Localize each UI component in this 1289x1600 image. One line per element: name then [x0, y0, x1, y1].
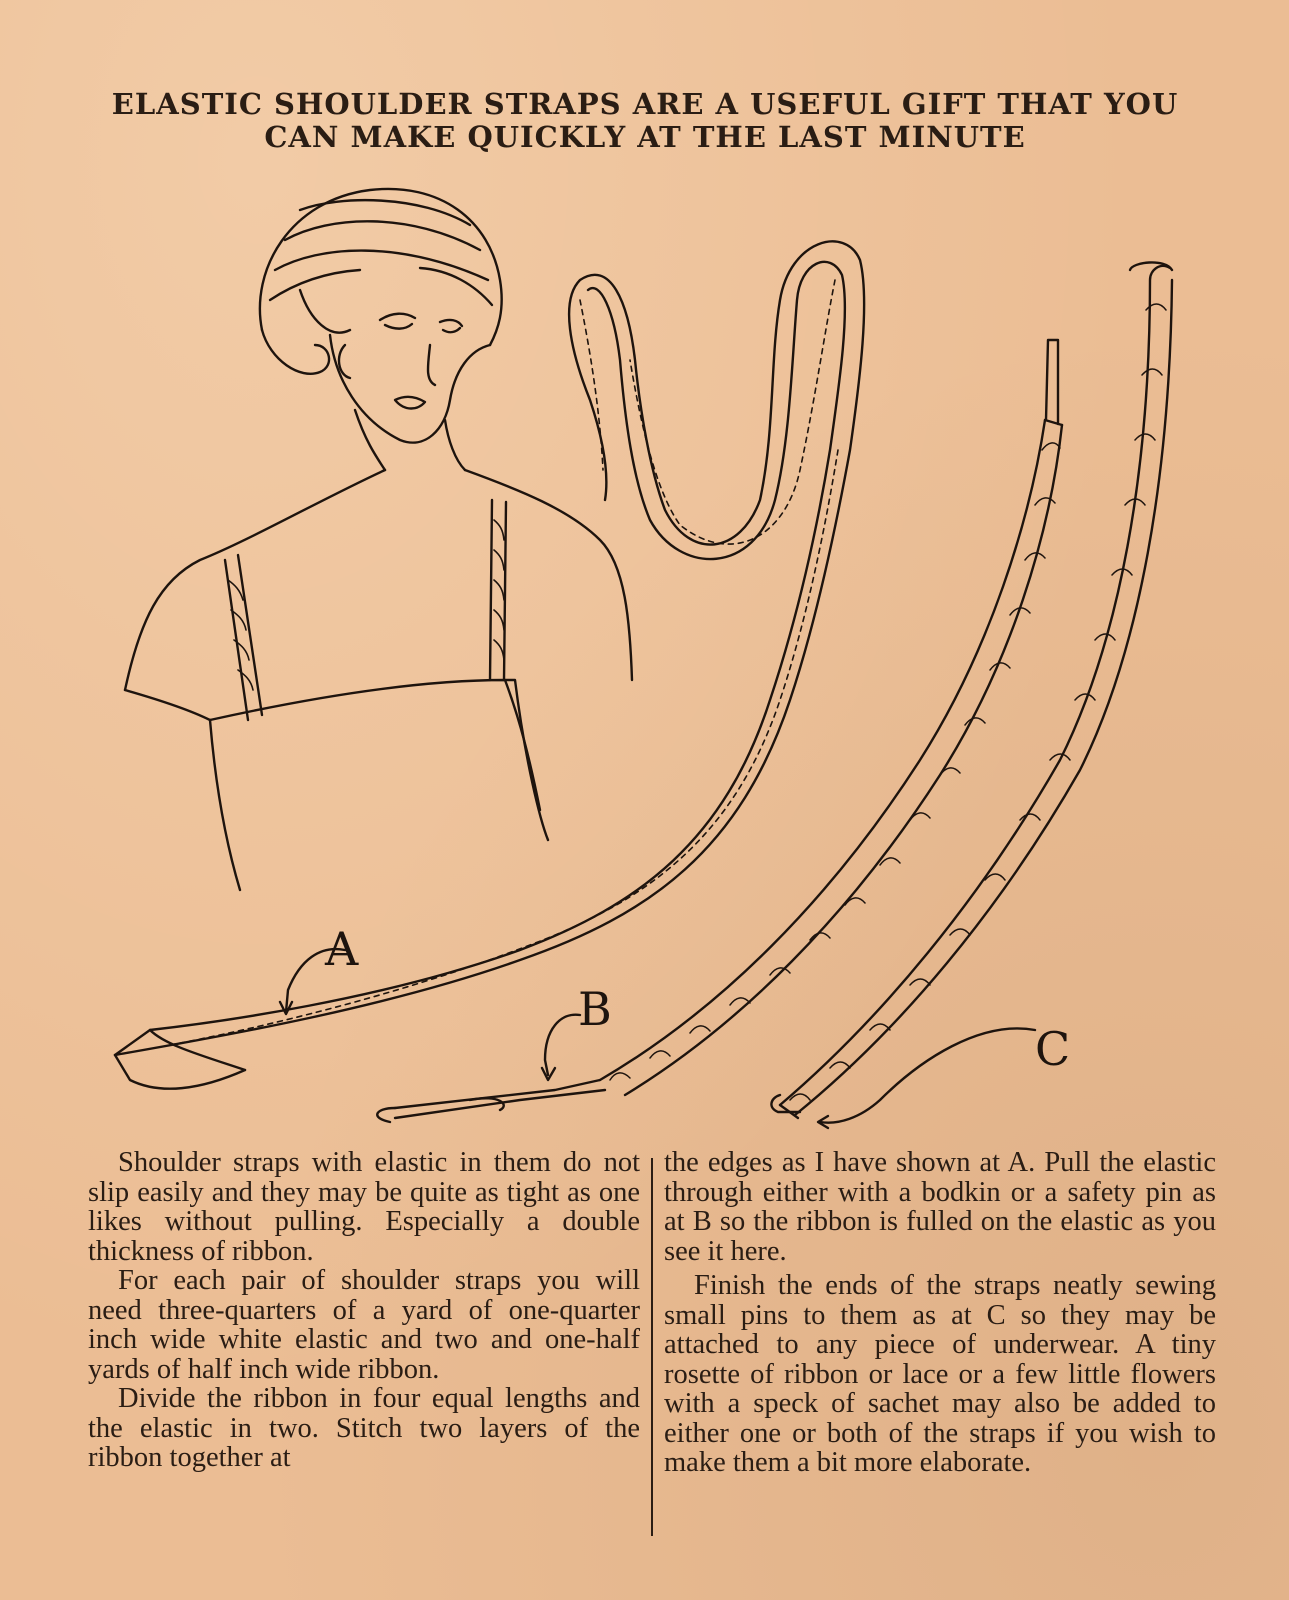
- label-b: B: [578, 982, 612, 1036]
- label-a: A: [325, 922, 359, 976]
- label-c-pointer: [818, 1022, 1070, 1128]
- safety-pin-icon: [377, 1080, 605, 1122]
- right-column: [664, 1148, 1216, 1478]
- left-paragraph-1: Shoulder straps with elastic in them do not slip easily and they may be quite as tight as one likes without pulling. Especially a double thickness of ribbon.: [88, 1147, 640, 1267]
- right-paragraph-1: the edges as I have shown at A. Pull the elastic through either with a bodkin or a safety pin as at B so the ribbon is fulled on the elastic as you see it here.: [664, 1147, 1216, 1267]
- strap-b: [377, 340, 1062, 1122]
- headline-line-1: ELASTIC SHOULDER STRAPS ARE A USEFUL GIFT THAT YOU: [111, 87, 1179, 121]
- headline-line-2: CAN MAKE QUICKLY AT THE LAST MINUTE: [264, 120, 1026, 154]
- left-paragraph-3: Divide the ribbon in four equal lengths and the elastic in two. Stitch two layers of the ribbon together at: [88, 1383, 640, 1473]
- headline: [60, 88, 1230, 154]
- shoulder-strap-illustration: [0, 170, 1289, 1160]
- left-paragraph-2: For each pair of shoulder straps you will need three-quarters of a yard of one-quarter inch wide white elastic and two and one-half yards of half inch wide ribbon.: [88, 1265, 640, 1385]
- left-column: [88, 1148, 640, 1473]
- face-outline: [330, 335, 490, 443]
- column-divider: [651, 1158, 653, 1536]
- label-a-pointer: [280, 922, 359, 1014]
- strap-c: [771, 262, 1172, 1118]
- hair-outline: [260, 189, 502, 345]
- woman-figure: [125, 189, 632, 890]
- label-b-pointer: [542, 982, 612, 1080]
- label-c: C: [1035, 1022, 1071, 1076]
- right-paragraph-2: Finish the ends of the straps neatly sewing small pins to them as at C so they may be attached to any piece of underwear. A tiny rosette of ribbon or lace or a few little flowers with a speck of sachet may also be added to either one or both of the straps if you wish to make them a bit more elaborate.: [664, 1270, 1216, 1478]
